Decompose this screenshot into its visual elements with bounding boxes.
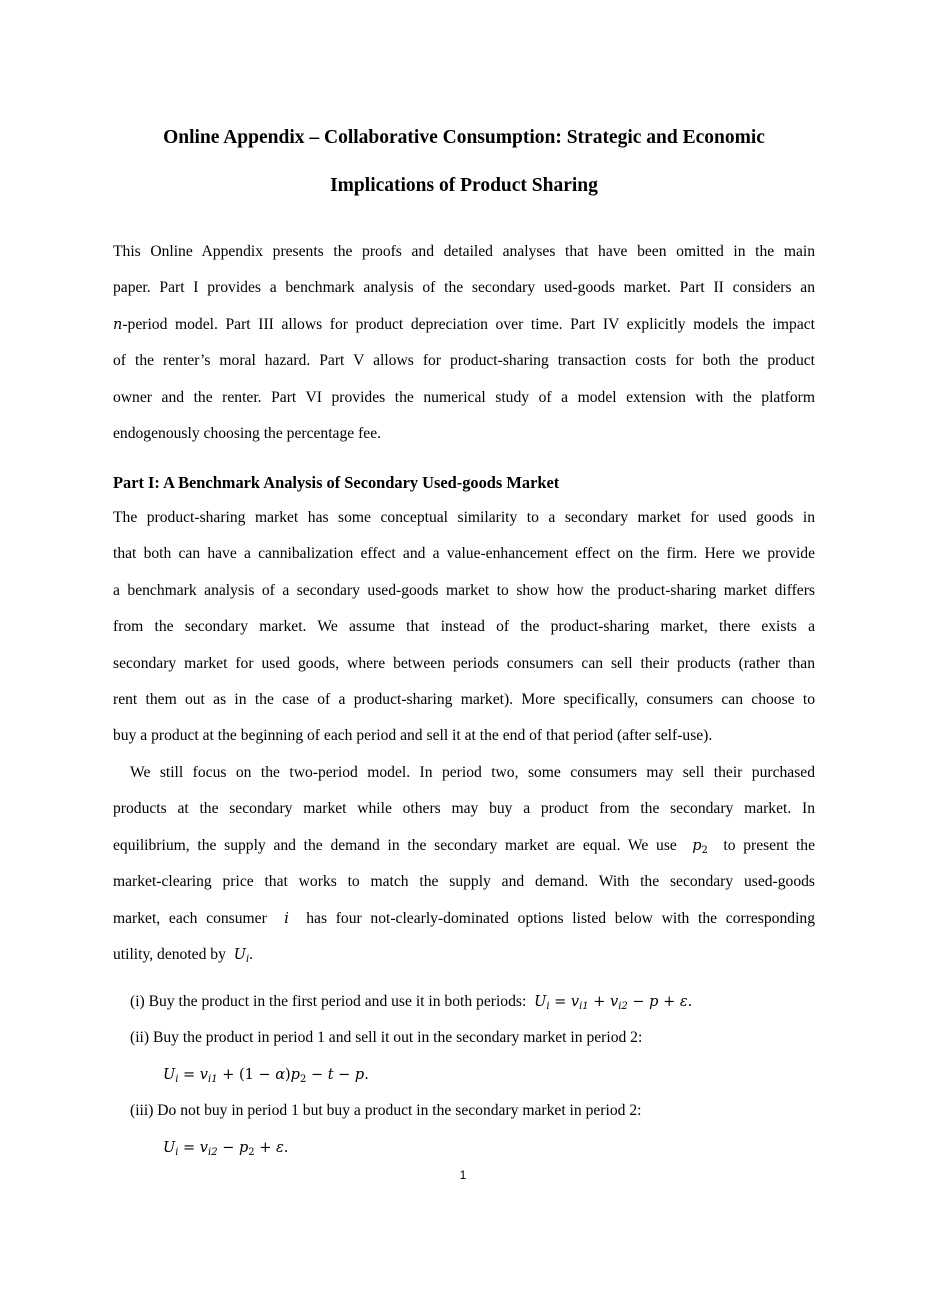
section-heading-part-1: Part I: A Benchmark Analysis of Secondary Used-goods Market [113, 473, 560, 492]
p2-line-4: market-clearing price that works to match the supply and demand. With the secondary used-goods [113, 873, 815, 891]
i-symbol: i [284, 910, 289, 927]
intro-paragraph [113, 234, 815, 452]
intro-line-3 [113, 307, 815, 343]
title-line-2: Implications of Product Sharing [330, 175, 598, 196]
Ui-symbol: $U_i$ [233, 946, 250, 965]
p1-line-6: rent them out as in the case of a product-sharing market). More specifically, consumers can choose to [113, 690, 815, 708]
p2-line-6: utility, denoted by $U_i$. [113, 945, 254, 965]
p1-line-7: buy a product at the beginning of each period and sell it at the end of that period (after self-use). [113, 727, 713, 745]
n-symbol: n [113, 316, 123, 333]
part1-paragraph-2 [113, 755, 815, 973]
p1-line-3: a benchmark analysis of a secondary used-goods market to show how the product-sharing market differs [113, 581, 815, 599]
intro-line-2: paper. Part I provides a benchmark analysis of the secondary used-goods market. Part II considers an [113, 279, 815, 297]
option-3: (iii) Do not buy in period 1 but buy a product in the secondary market in period 2: [130, 1102, 642, 1119]
part1-paragraph-1 [113, 500, 815, 755]
p1-line-4: from the secondary market. We assume that instead of the product-sharing market, there exists a [113, 618, 815, 636]
p2-line-5: market, each consumer i has four not-clearly-dominated options listed below with the corresponding [113, 909, 815, 927]
p2-line-1: We still focus on the two-period model. In period two, some consumers may sell their purchased [130, 764, 815, 781]
p1-line-1: The product-sharing market has some conceptual similarity to a secondary market for used goods in [113, 509, 815, 526]
p2-line-3: equilibrium, the supply and the demand in the secondary market are equal. We use $p_2$ to present the [113, 836, 815, 856]
option-2: (ii) Buy the product in period 1 and sell it out in the secondary market in period 2: [130, 1029, 643, 1046]
intro-line-3-text: -period model. Part III allows for product depreciation over time. Part IV explicitly models the impact [122, 315, 815, 333]
intro-line-1: This Online Appendix presents the proofs and detailed analyses that have been omitted in the main [113, 243, 815, 260]
p1-line-5: secondary market for used goods, where between periods consumers can sell their products (rather than [113, 654, 815, 672]
option-1: (i) Buy the product in the first period and use it in both periods: $U_i = v_{i1} + v_{i2} - p + \varepsilon$. [130, 993, 693, 1012]
intro-line-5: owner and the renter. Part VI provides the numerical study of a model extension with the platform [113, 388, 815, 406]
p1-line-2: that both can have a cannibalization effect and a value-enhancement effect on the firm. Here we provide [113, 545, 815, 563]
intro-line-4: of the renter’s moral hazard. Part V allows for product-sharing transaction costs for both the product [113, 352, 815, 370]
option-2-formula: $U_i = v_{i1} + (1 - \alpha)p_2 - t - p$. [163, 1067, 369, 1085]
option-1-formula: $U_i = v_{i1} + v_{i2} - p + \varepsilon$. [534, 994, 693, 1012]
p2-line-2: products at the secondary market while others may buy a product from the secondary market. In [113, 800, 815, 818]
page-number: 1 [459, 1168, 467, 1182]
option-3-formula: $U_i = v_{i2} - p_2 + \varepsilon$. [163, 1140, 289, 1158]
p2-symbol: $p_2$ [692, 837, 708, 856]
title-line-1: Online Appendix – Collaborative Consumption: Strategic and Economic [163, 127, 765, 148]
intro-line-6: endogenously choosing the percentage fee. [113, 424, 382, 442]
